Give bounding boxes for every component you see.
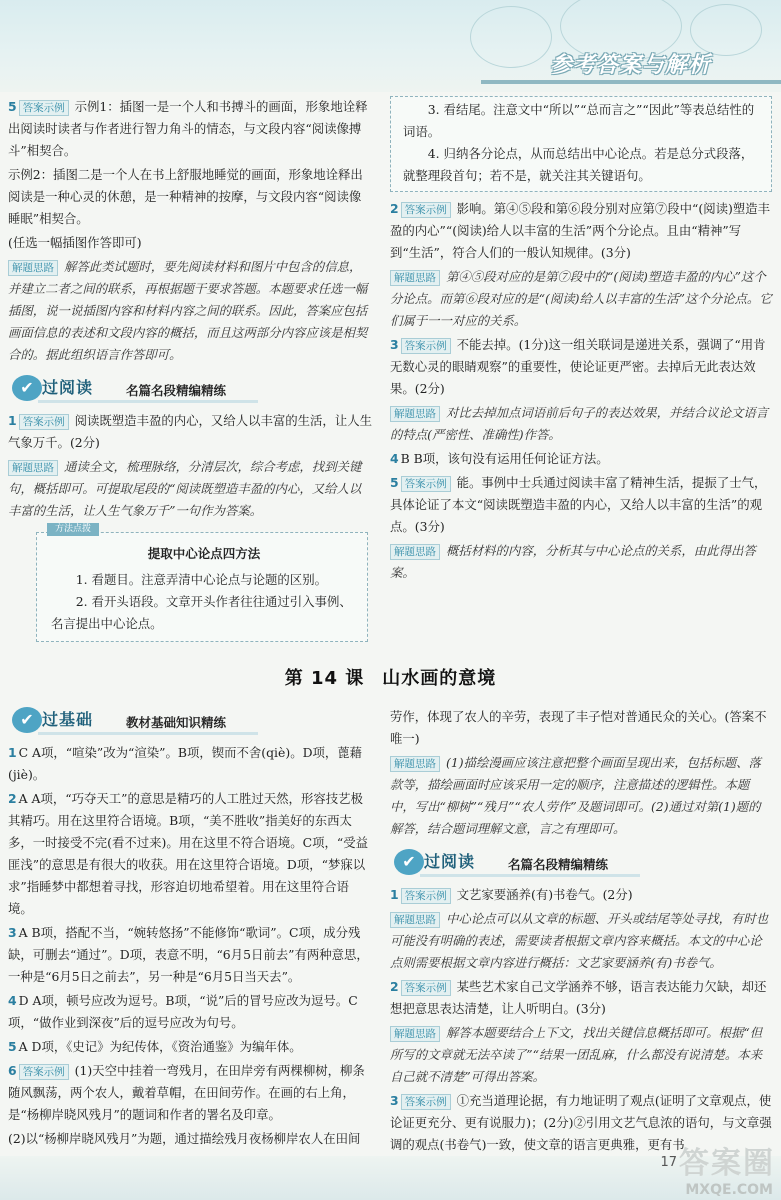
left-column-bottom (8, 698, 372, 1152)
item-text: A D项，《史记》为纪传体，《资治通鉴》为编年体。 (18, 1039, 302, 1054)
item-text: A B项，搭配不当，“婉转悠扬”不能修饰“歌词”。C项，成分残缺，可删去“通过”。D项，表意不明，“6月5日前去”有两种意思，一种是“6月5日之前去”，另一种是“6月5日当天去”。 (8, 925, 369, 984)
answer-item (390, 198, 772, 264)
item-text: 劳作，体现了农人的辛劳，表现了丰子恺对普通民众的关心。(答案不唯一) (390, 709, 767, 746)
item-text: (任选一幅插图作答即可) (8, 235, 142, 250)
tip-label: 方法点拨 (47, 523, 99, 536)
lesson-name: 山水画的意境 (382, 668, 497, 689)
answer-item (390, 706, 772, 750)
header-title: 参考答案与解析 (549, 53, 711, 78)
section-underline (38, 400, 258, 403)
item-number: 3 (8, 925, 17, 940)
item-text: 中心论点可以从文章的标题、开头或结尾等处寻找，有时也可能没有明确的表述，需要读者根据文章内容来概括。本文的中心论点则需要根据文章内容进行概括：文艺家要涵养(有)书卷气。 (390, 911, 769, 970)
page-number: 17 (660, 1155, 677, 1170)
item-tag: 答案示例 (401, 476, 451, 492)
answer-item (390, 334, 772, 400)
item-tag: 解题思路 (8, 260, 58, 276)
answer-item (8, 456, 372, 522)
answer-item (8, 232, 372, 254)
answer-item (8, 1060, 372, 1126)
item-text: (2)以“杨柳岸晓风残月”为题，通过描绘残月夜杨柳岸农人在田间 (8, 1131, 361, 1146)
item-text: 某些艺术家自己文学涵养不够，语言表达能力欠缺，却还想把意思表达清楚，让人听明白。(3分) (390, 979, 767, 1016)
answer-item (390, 1022, 772, 1088)
answer-item (8, 1128, 372, 1150)
section-header-basics (8, 706, 372, 736)
item-tag: 解题思路 (390, 756, 440, 772)
item-tag: 答案示例 (19, 1064, 69, 1080)
section-header-reading-2 (390, 848, 772, 878)
item-tag: 解题思路 (390, 406, 440, 422)
item-text: 文艺家要涵养(有)书卷气。(2分) (456, 887, 633, 902)
tip-line: 4. 归纳各分论点，从而总结出中心论点。若是总分式段落，就整理段首句；若不是，就关注其关键语句。 (403, 146, 754, 183)
item-number: 3 (390, 1093, 399, 1108)
item-number: 1 (390, 887, 399, 902)
tip-line: 1. 看题目。注意弄清中心论点与论题的区别。 (75, 572, 327, 587)
item-number: 5 (8, 1039, 17, 1054)
item-text: 不能去掉。(1分)这一组关联词是递进关系，强调了“用肯无数心灵的眼睛观察”的重要性，使论证更严密。去掉后无此表达效果。(2分) (390, 337, 766, 396)
section-title: 过基础 (42, 710, 94, 729)
item-tag: 解题思路 (390, 1026, 440, 1042)
item-text: 影响。第④⑤段和第⑥段分别对应第⑦段中“(阅读)塑造丰盈的内心”“(阅读)给人以丰富的生活”两个分论点。且由“精神”写到“生活”，符合人们的一般认知规律。(3分) (390, 201, 771, 260)
item-text: 示例2：插图二是一个人在书上舒服地睡觉的画面，形象地诠释出阅读是一种心灵的休憩，是一种精神的按摩，与文段内容“阅读像睡眠”相契合。 (8, 167, 363, 226)
item-text: (1)天空中挂着一弯残月，在田岸旁有两棵柳树，柳条随风飘荡，两个农人，戴着草帽，在田间劳作。在画的右上角，是“杨柳岸晓风残月”的题词和作者的署名及印章。 (8, 1063, 365, 1122)
tip-line: 3. 看结尾。注意文中“所以”“总而言之”“因此”等表总结性的词语。 (403, 102, 755, 139)
header-decoration (470, 6, 552, 68)
answer-item (8, 1036, 372, 1058)
item-text: 阅读既塑造丰盈的内心，又给人以丰富的生活，让人生气象万千。(2分) (8, 413, 372, 450)
answer-item (8, 256, 372, 366)
item-text: 解答此类试题时，要先阅读材料和图片中包含的信息，并建立二者之间的联系，再根据题干要求答题。本题要求任选一幅插图，说一说插图内容和材料内容之间的联系。因此，答案应包括画面信息的表述和文段内容的概括，而且这两部分内容应该是相契合的。据此组织语言作答即可。 (8, 259, 368, 362)
item-number: 2 (8, 791, 17, 806)
item-text: A A项，“巧夺天工”的意思是精巧的人工胜过天然，形容技艺极其精巧。用在这里符合语境。B项，“美不胜收”指美好的东西太多，一时接受不完(看不过来)。用在这里不符合语境。C项，“受益匪浅”的意思是有很大的收获。用在这里符合语境。D项，“梦寐以求”指睡梦中都想着寻找，形容迫切地希望着。用在这里符合语境。 (8, 791, 369, 916)
item-tag: 解题思路 (390, 270, 440, 286)
item-number: 4 (8, 993, 17, 1008)
item-number: 5 (8, 99, 17, 114)
answer-item (390, 448, 772, 470)
right-column-bottom (390, 706, 772, 1158)
watermark-logo: 答案圈 (679, 1146, 775, 1181)
item-text: 第④⑤段对应的是第⑦段中的“(阅读)塑造丰盈的内心”这个分论点。而第⑥段对应的是“(阅读)给人以丰富的生活”这个分论点。它们属于一一对应的关系。 (390, 269, 772, 328)
answer-item (8, 990, 372, 1034)
answer-item (8, 742, 372, 786)
item-text: 解答本题要结合上下文，找出关键信息概括即可。根据“但所写的文章就无法卒读了”“结果一团乱麻，什么都没有说清楚。本来自己就不清楚”可得出答案。 (390, 1025, 763, 1084)
section-underline (38, 732, 258, 735)
item-tag: 答案示例 (19, 414, 69, 430)
answer-item (390, 266, 772, 332)
tip-box (36, 524, 368, 642)
right-column-top (390, 96, 772, 586)
item-tag: 答案示例 (401, 1094, 451, 1110)
lesson-title (0, 664, 781, 690)
watermark-url: MXQE.COM (685, 1182, 773, 1198)
page-header (0, 0, 781, 92)
section-title: 过阅读 (42, 378, 94, 397)
item-text: D A项，顿号应改为逗号。B项，“说”后的冒号应改为逗号。C项，“做作业到深夜”后的逗号应改为句号。 (8, 993, 358, 1030)
answer-item (8, 788, 372, 920)
section-title: 过阅读 (424, 852, 476, 871)
item-tag: 答案示例 (401, 888, 451, 904)
item-number: 1 (8, 413, 17, 428)
answer-item (8, 164, 372, 230)
item-text: 对比去掉加点词语前后句子的表达效果，并结合议论文语言的特点(严密性、准确性)作答。 (390, 405, 769, 442)
item-number: 2 (390, 201, 399, 216)
lesson-label: 第 14 课 (284, 668, 365, 689)
item-tag: 解题思路 (8, 460, 58, 476)
section-subtitle: 教材基础知识精练 (126, 715, 227, 730)
item-text: B B项，该句没有运用任何论证方法。 (400, 451, 609, 466)
answer-item (8, 96, 372, 162)
section-underline (420, 874, 640, 877)
left-column-top (8, 96, 372, 642)
item-text: 示例1：插图一是一个人和书搏斗的画面，形象地诠释出阅读时读者与作者进行智力角斗的情态，与文段内容“阅读像搏斗”相契合。 (8, 99, 368, 158)
item-text: 通读全文，梳理脉络，分清层次，综合考虑，找到关键句，概括即可。可提取尾段的“阅读既塑造丰盈的内心，又给人以丰富的生活，让人生气象万千”一句作为答案。 (8, 459, 362, 518)
answer-item (8, 922, 372, 988)
item-tag: 答案示例 (401, 202, 451, 218)
item-tag: 答案示例 (401, 980, 451, 996)
item-tag: 解题思路 (390, 544, 440, 560)
header-band (481, 80, 781, 84)
item-text: 概括材料的内容，分析其与中心论点的关系，由此得出答案。 (390, 543, 756, 580)
answer-item (390, 402, 772, 446)
answer-item (390, 976, 772, 1020)
check-badge-icon: ✔ (12, 375, 42, 401)
tip-box-continued (390, 96, 772, 192)
answer-item (390, 472, 772, 538)
item-number: 4 (390, 451, 399, 466)
section-header-reading (8, 374, 372, 404)
item-text: ①充当道理论据，有力地证明了观点(证明了文章观点，使论证更充分、更有说服力)；(2分)②引用文艺气息浓的语句，与文章强调的观点(书卷气)一致，使文章的语言更典雅，更有书 (390, 1093, 772, 1152)
answer-item (390, 540, 772, 584)
item-text: (1)描绘漫画应该注意把整个画面呈现出来，包括标题、落款等，描绘画面时应该采用一定的顺序，注意描述的逻辑性。本题中，写出“柳树”“残月”“农人劳作”及题词即可。(2)通过对第(1)题的解答，结合题词理解文意，言之有理即可。 (390, 755, 761, 836)
section-subtitle: 名篇名段精编精练 (126, 383, 227, 398)
answer-item (8, 410, 372, 454)
check-badge-icon: ✔ (394, 849, 424, 875)
item-number: 2 (390, 979, 399, 994)
item-tag: 答案示例 (401, 338, 451, 354)
item-text: 能。事例中士兵通过阅读丰富了精神生活，提振了士气，具体论证了本文“阅读既塑造丰盈的内心，又给人以丰富的生活”的观点。(3分) (390, 475, 767, 534)
check-badge-icon: ✔ (12, 707, 42, 733)
item-tag: 答案示例 (19, 100, 69, 116)
item-number: 3 (390, 337, 399, 352)
item-number: 6 (8, 1063, 17, 1078)
item-tag: 解题思路 (390, 912, 440, 928)
item-number: 1 (8, 745, 17, 760)
answer-item (390, 908, 772, 974)
section-subtitle: 名篇名段精编精练 (508, 857, 609, 872)
answer-item (390, 752, 772, 840)
answer-item (390, 884, 772, 906)
tip-title: 提取中心论点四方法 (147, 546, 261, 561)
item-number: 5 (390, 475, 399, 490)
tip-line: 2. 看开头语段。文章开头作者往往通过引入事例、名言提出中心论点。 (51, 594, 352, 631)
item-text: C A项，“喧染”改为“渲染”。B项，锲而不舍(qiè)。D项，蓖藉(jiè)。 (8, 745, 363, 782)
